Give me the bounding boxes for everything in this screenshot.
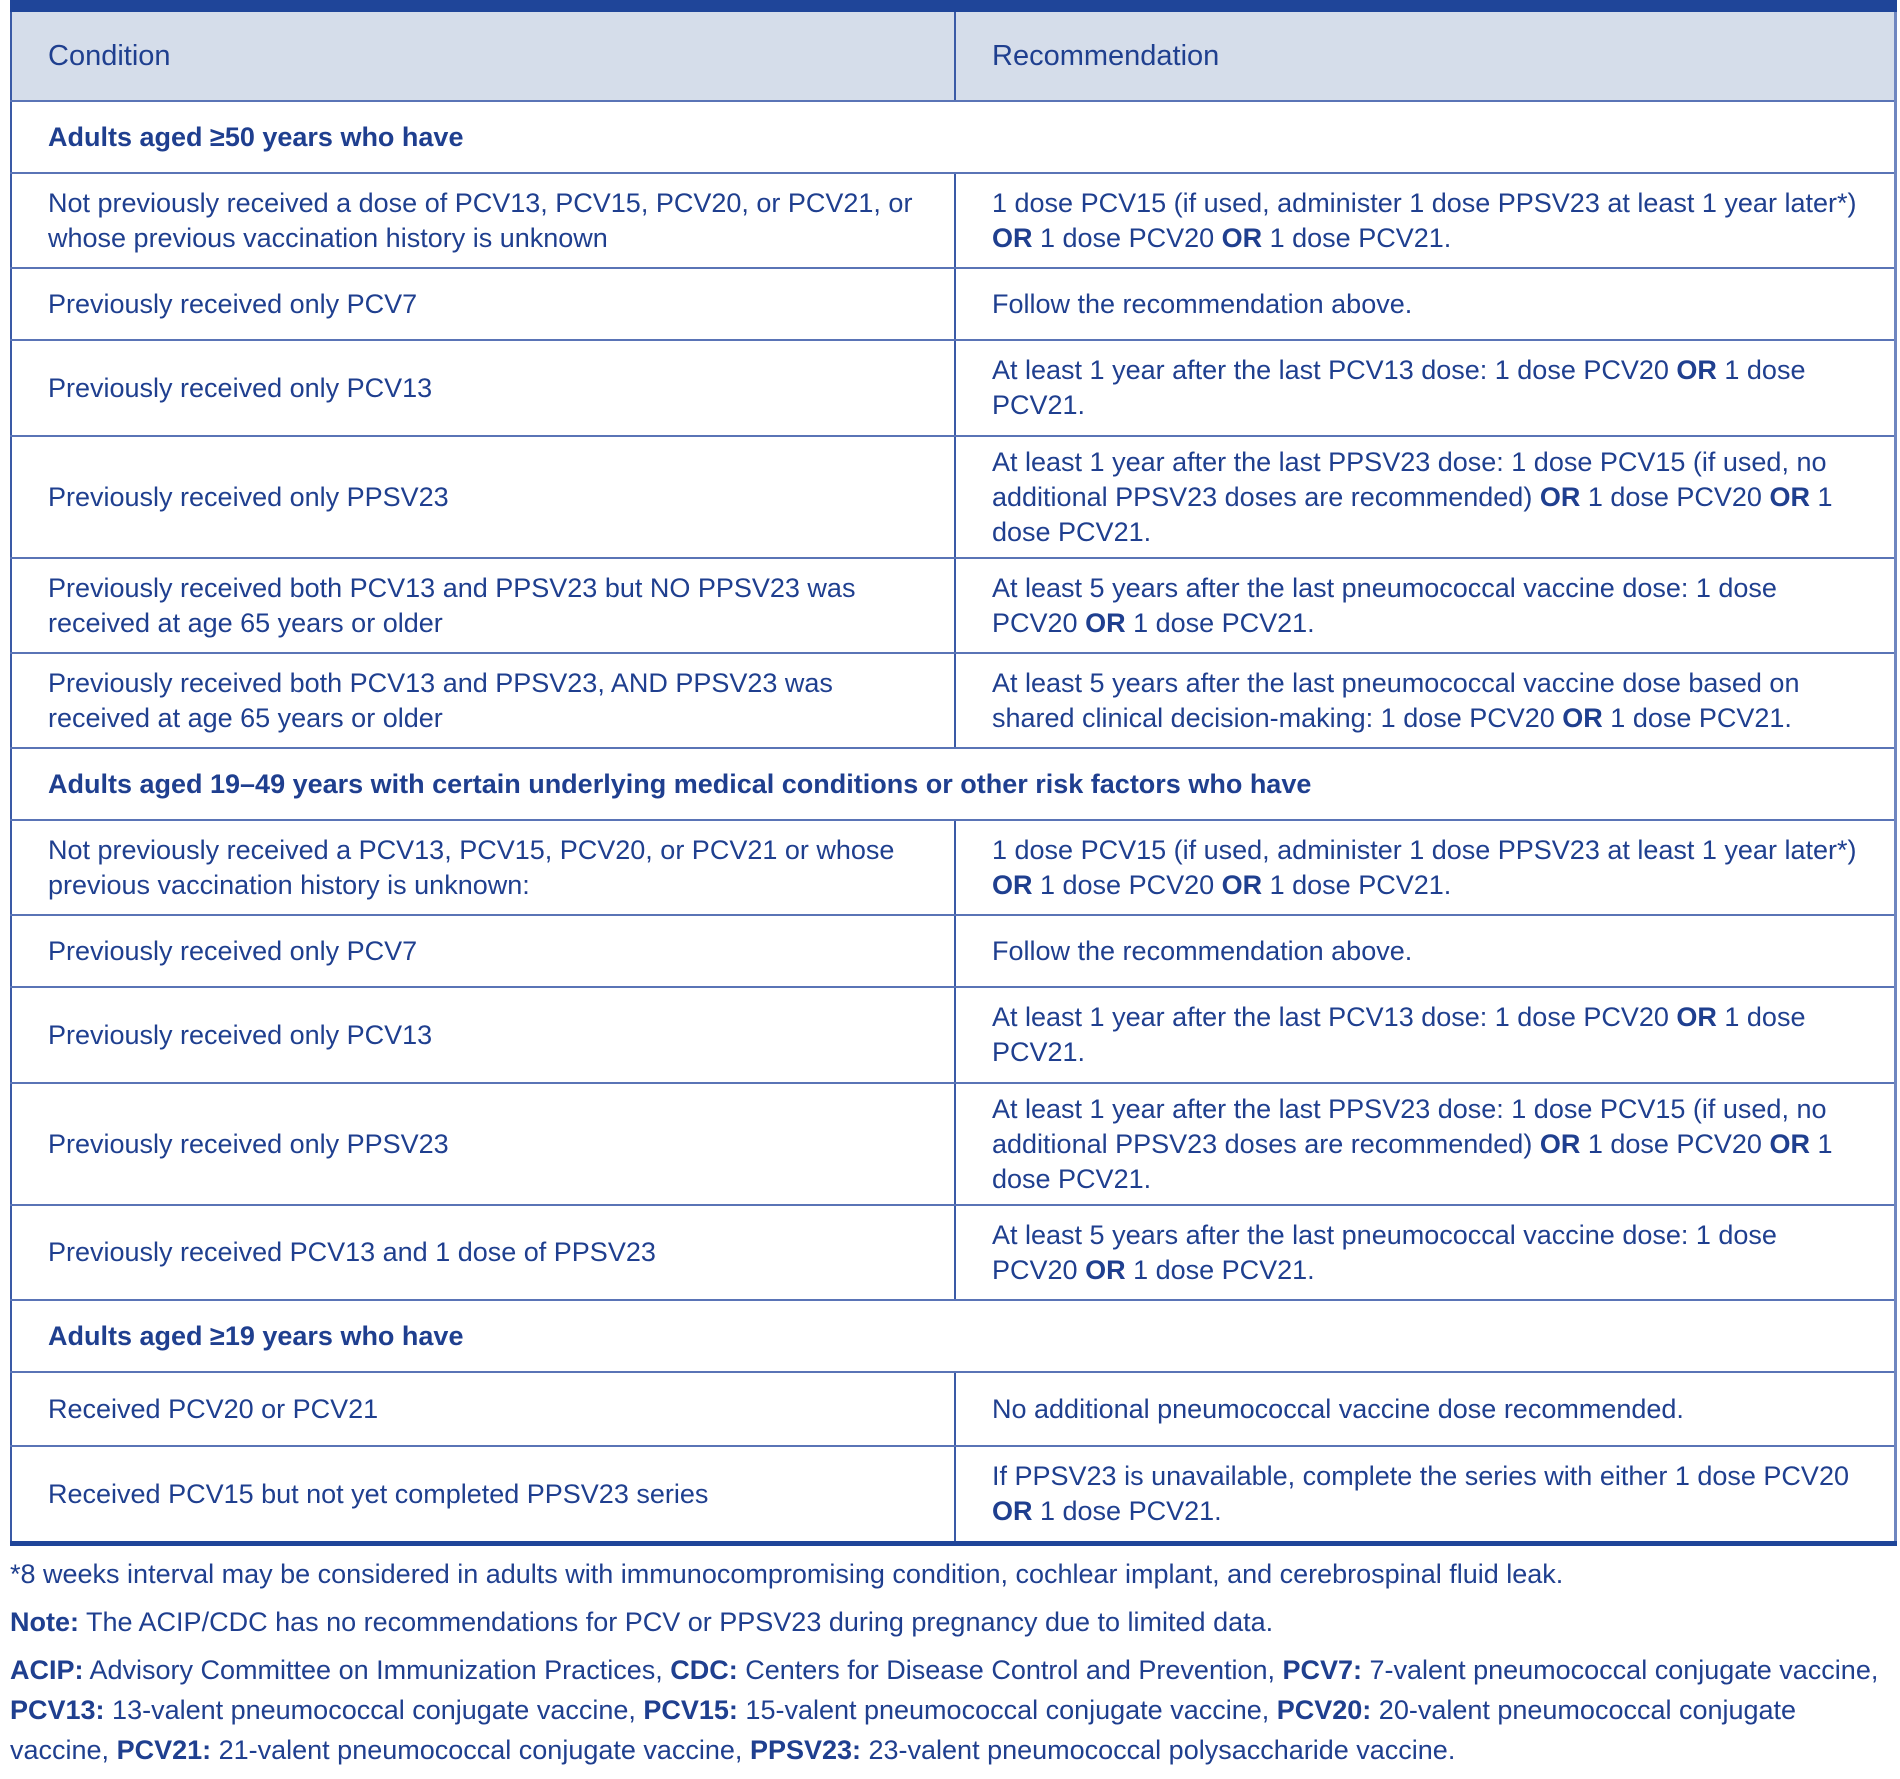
or-keyword: OR xyxy=(1769,1128,1810,1159)
abbreviation-definition: 23-valent pneumococcal polysaccharide vaccine. xyxy=(861,1735,1456,1765)
abbreviation-definition: 21-valent pneumococcal conjugate vaccine, xyxy=(211,1735,750,1765)
recommendation-text: 1 dose PCV15 (if used, administer 1 dose PPSV23 at least 1 year later*) xyxy=(992,834,1857,865)
recommendation-text: 1 dose PCV21. xyxy=(992,355,1806,420)
recommendation-text: At least 1 year after the last PCV13 dose: 1 dose PCV20 xyxy=(992,355,1677,385)
recommendation-text: 1 dose PCV21. xyxy=(1032,1496,1222,1526)
table-row xyxy=(11,173,1896,268)
recommendation-cell xyxy=(955,340,1896,436)
note-text: The ACIP/CDC has no recommendations for PCV or PPSV23 during pregnancy due to limited data. xyxy=(79,1607,1274,1637)
or-keyword: OR xyxy=(1676,1002,1717,1032)
note-label: Note: xyxy=(10,1607,79,1637)
recommendation-text: At least 1 year after the last PPSV23 dose: 1 dose PCV15 (if used, no additional PPSV23 doses are recommended) xyxy=(992,1093,1827,1159)
recommendation-cell xyxy=(955,436,1896,558)
abbreviation-term: PCV15: xyxy=(643,1695,738,1725)
recommendation-text: At least 5 years after the last pneumococcal vaccine dose based on shared clinical decision-making: 1 dose PCV20 xyxy=(992,667,1800,733)
recommendation-text: If PPSV23 is unavailable, complete the series with either 1 dose PCV20 xyxy=(992,1461,1849,1491)
table-row xyxy=(11,436,1896,558)
or-keyword: OR xyxy=(992,1496,1033,1526)
or-keyword: OR xyxy=(1221,869,1263,900)
recommendation-cell xyxy=(955,558,1896,653)
condition-cell: Previously received PCV13 and 1 dose of PPSV23 xyxy=(11,1205,955,1300)
recommendation-text: No additional pneumococcal vaccine dose recommended. xyxy=(992,1393,1684,1424)
abbreviation-definition: 13-valent pneumococcal conjugate vaccine, xyxy=(104,1695,644,1725)
condition-cell: Not previously received a dose of PCV13, PCV15, PCV20, or PCV21, or whose previous vaccination history is unknown xyxy=(11,173,955,268)
table-row xyxy=(11,820,1896,915)
group-title: Adults aged 19–49 years with certain underlying medical conditions or other risk factors who have xyxy=(11,748,1896,820)
group-header-row xyxy=(11,748,1896,820)
recommendation-table-container xyxy=(10,0,1897,1546)
group-title: Adults aged ≥19 years who have xyxy=(11,1300,1896,1372)
column-header-recommendation: Recommendation xyxy=(955,6,1896,101)
condition-cell: Previously received only PPSV23 xyxy=(11,1083,955,1205)
recommendation-cell xyxy=(955,1205,1896,1300)
recommendation-cell xyxy=(955,1446,1896,1544)
condition-cell: Previously received both PCV13 and PPSV23, AND PPSV23 was received at age 65 years or older xyxy=(11,653,955,748)
or-keyword: OR xyxy=(1085,607,1126,638)
recommendation-cell xyxy=(955,173,1896,268)
abbreviation-term: PCV20: xyxy=(1276,1695,1372,1725)
recommendation-text: 1 dose PCV20 xyxy=(1580,481,1770,512)
table-row xyxy=(11,1372,1896,1446)
recommendation-cell xyxy=(955,1372,1896,1446)
table-body xyxy=(11,101,1896,1544)
abbreviation-definition: 15-valent pneumococcal conjugate vaccine, xyxy=(737,1695,1277,1725)
abbreviation-definition: Centers for Disease Control and Prevention, xyxy=(737,1655,1283,1685)
recommendation-text: 1 dose PCV20 xyxy=(1032,222,1222,253)
recommendation-cell xyxy=(955,820,1896,915)
group-header-row xyxy=(11,101,1896,173)
table-row xyxy=(11,1205,1896,1300)
abbreviation-term: CDC: xyxy=(670,1655,738,1685)
recommendation-cell xyxy=(955,915,1896,987)
abbreviation-definition: Advisory Committee on Immunization Practices, xyxy=(83,1655,671,1685)
or-keyword: OR xyxy=(992,869,1033,900)
recommendation-cell xyxy=(955,268,1896,340)
recommendation-text: Follow the recommendation above. xyxy=(992,935,1413,966)
or-keyword: OR xyxy=(1539,1128,1581,1159)
condition-cell: Not previously received a PCV13, PCV15, PCV20, or PCV21 or whose previous vaccination history is unknown: xyxy=(11,820,955,915)
condition-cell: Previously received only PPSV23 xyxy=(11,436,955,558)
recommendation-cell xyxy=(955,987,1896,1083)
condition-cell: Received PCV20 or PCV21 xyxy=(11,1372,955,1446)
abbreviation-term: PCV7: xyxy=(1282,1655,1363,1685)
recommendation-text: 1 dose PCV20 xyxy=(1580,1128,1770,1159)
condition-cell: Previously received only PCV7 xyxy=(11,268,955,340)
abbreviation-definition: 7-valent pneumococcal conjugate vaccine, xyxy=(1362,1655,1879,1685)
abbreviation-term: ACIP: xyxy=(10,1655,84,1685)
recommendation-text: 1 dose PCV21. xyxy=(1125,607,1315,638)
recommendation-text: 1 dose PCV21. xyxy=(992,481,1833,547)
recommendation-text: At least 5 years after the last pneumococcal vaccine dose: 1 dose PCV20 xyxy=(992,1219,1777,1285)
recommendation-text: 1 dose PCV21. xyxy=(1262,869,1452,900)
or-keyword: OR xyxy=(992,222,1033,253)
asterisk-footnote: *8 weeks interval may be considered in adults with immunocompromising condition, cochlear implant, and cerebrospinal fluid leak. xyxy=(10,1559,1564,1589)
abbreviation-term: PPSV23: xyxy=(749,1735,861,1765)
recommendation-text: At least 1 year after the last PPSV23 dose: 1 dose PCV15 (if used, no additional PPSV23 doses are recommended) xyxy=(992,446,1827,512)
table-row xyxy=(11,987,1896,1083)
condition-cell: Previously received both PCV13 and PPSV23 but NO PPSV23 was received at age 65 years or older xyxy=(11,558,955,653)
recommendation-text: 1 dose PCV21. xyxy=(1125,1254,1315,1285)
footnotes xyxy=(10,1554,1890,1778)
table-row xyxy=(11,268,1896,340)
recommendation-text: Follow the recommendation above. xyxy=(992,288,1413,319)
table-row xyxy=(11,1083,1896,1205)
recommendation-text: 1 dose PCV21. xyxy=(992,1002,1806,1067)
or-keyword: OR xyxy=(1562,702,1603,733)
or-keyword: OR xyxy=(1769,481,1810,512)
recommendation-text: At least 5 years after the last pneumococcal vaccine dose: 1 dose PCV20 xyxy=(992,572,1777,638)
column-header-condition: Condition xyxy=(11,6,955,101)
recommendation-text: 1 dose PCV15 (if used, administer 1 dose PPSV23 at least 1 year later*) xyxy=(992,187,1857,218)
note-footnote xyxy=(10,1602,1890,1642)
group-title: Adults aged ≥50 years who have xyxy=(11,101,1896,173)
condition-cell: Previously received only PCV7 xyxy=(11,915,955,987)
recommendation-cell xyxy=(955,653,1896,748)
or-keyword: OR xyxy=(1085,1254,1126,1285)
condition-cell: Received PCV15 but not yet completed PPSV23 series xyxy=(11,1446,955,1544)
recommendation-text: 1 dose PCV21. xyxy=(1262,222,1452,253)
recommendation-text: 1 dose PCV20 xyxy=(1032,869,1222,900)
abbreviation-term: PCV21: xyxy=(116,1735,212,1765)
table-row xyxy=(11,653,1896,748)
table-row xyxy=(11,1446,1896,1544)
recommendation-text: 1 dose PCV21. xyxy=(992,1128,1833,1194)
abbreviation-term: PCV13: xyxy=(10,1695,105,1725)
recommendation-text: 1 dose PCV21. xyxy=(1602,702,1792,733)
table-header-row xyxy=(11,6,1896,101)
table-row xyxy=(11,915,1896,987)
condition-cell: Previously received only PCV13 xyxy=(11,340,955,436)
recommendation-cell xyxy=(955,1083,1896,1205)
or-keyword: OR xyxy=(1539,481,1581,512)
or-keyword: OR xyxy=(1221,222,1263,253)
recommendation-table xyxy=(10,0,1897,1546)
group-header-row xyxy=(11,1300,1896,1372)
condition-cell: Previously received only PCV13 xyxy=(11,987,955,1083)
abbreviations-footnote xyxy=(10,1650,1890,1770)
recommendation-text: At least 1 year after the last PCV13 dose: 1 dose PCV20 xyxy=(992,1002,1677,1032)
or-keyword: OR xyxy=(1676,355,1717,385)
abbreviation-definition: 20-valent pneumococcal conjugate vaccine, xyxy=(10,1695,1797,1765)
table-row xyxy=(11,558,1896,653)
table-row xyxy=(11,340,1896,436)
